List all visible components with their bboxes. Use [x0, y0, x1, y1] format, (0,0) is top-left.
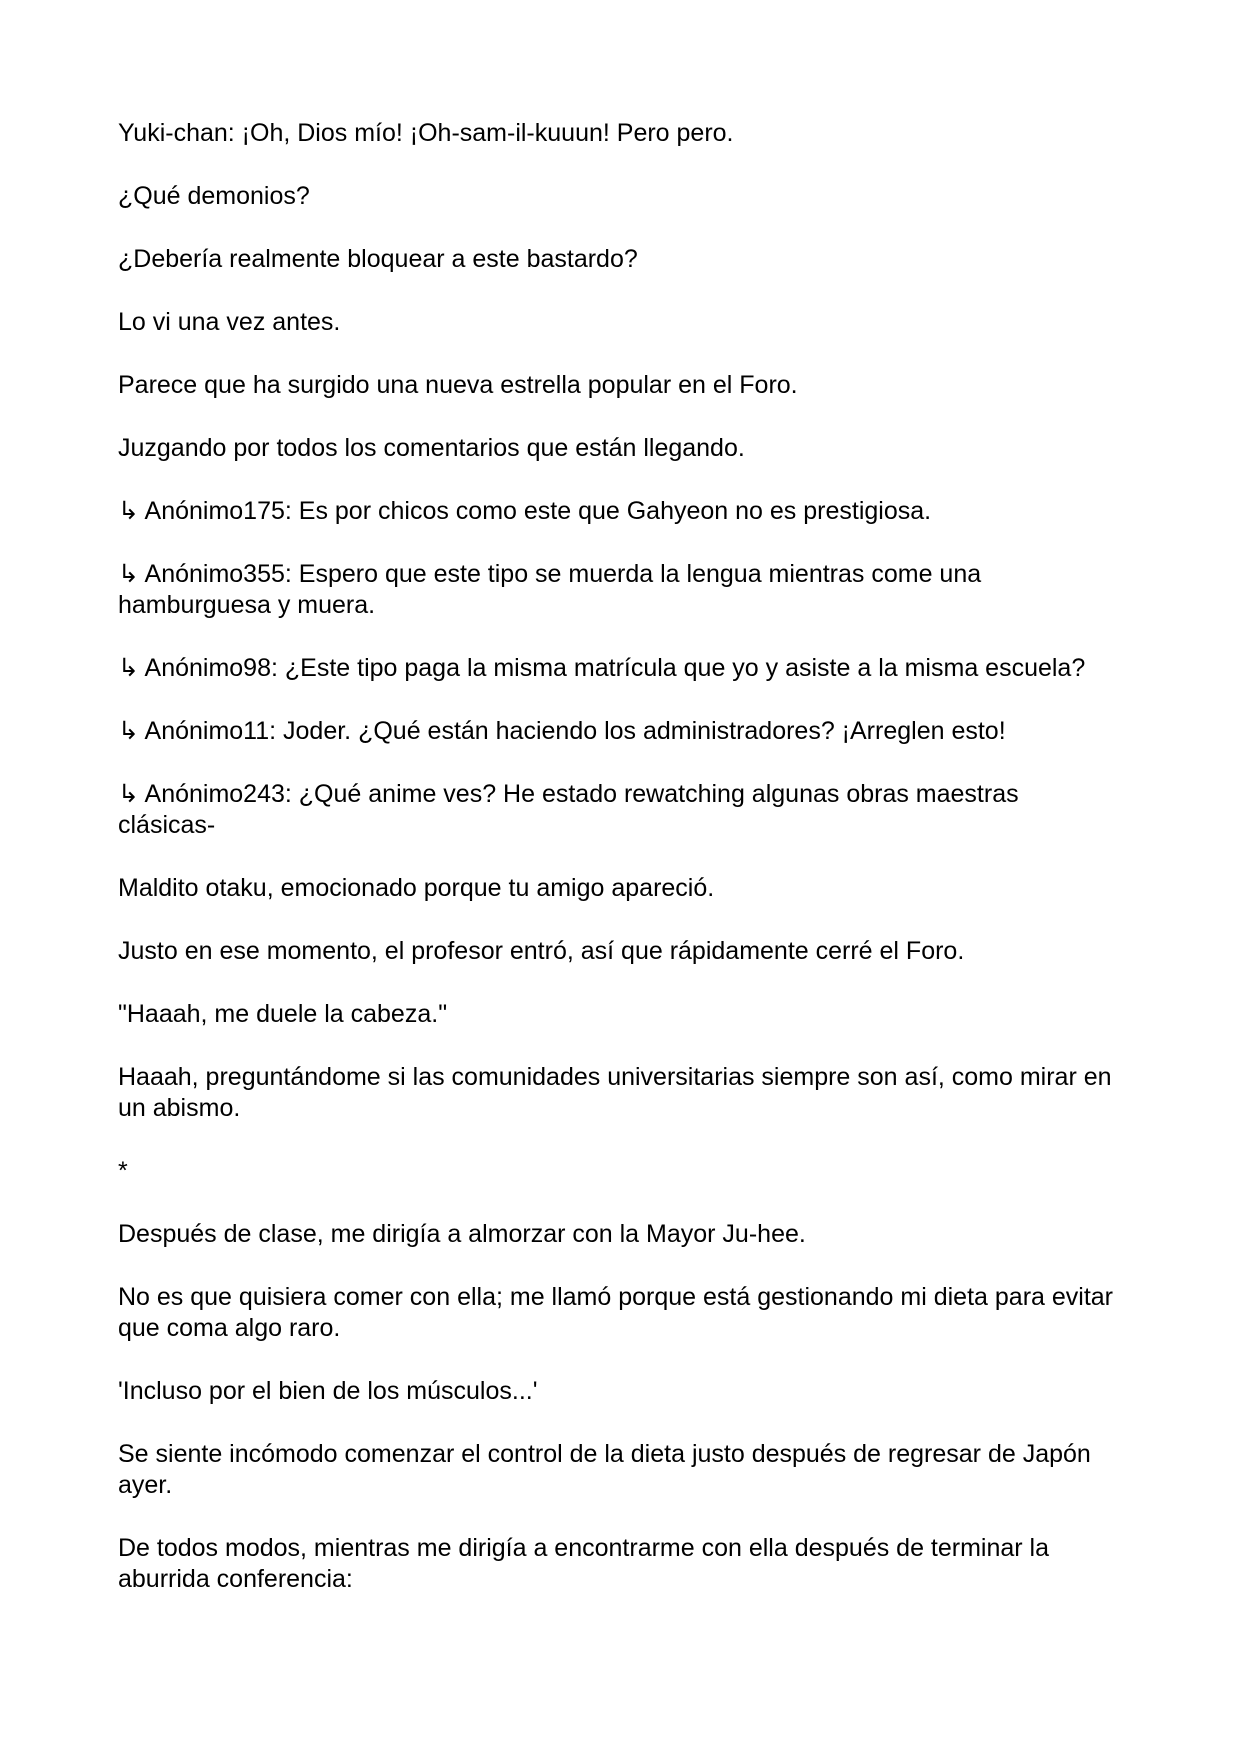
comment-line: ↳ Anónimo98: ¿Este tipo paga la misma matrícula que yo y asiste a la misma escuela? [118, 654, 1086, 682]
comment-line: ↳ Anónimo11: Joder. ¿Qué están haciendo los administradores? ¡Arreglen esto! [118, 717, 1006, 745]
comment-line: ↳ Anónimo175: Es por chicos como este que Gahyeon no es prestigiosa. [118, 497, 932, 525]
paragraph: Se siente incómodo comenzar el control de la dieta justo después de regresar de Japón ayer. [118, 1440, 1091, 1499]
paragraph: Maldito otaku, emocionado porque tu amigo apareció. [118, 874, 715, 902]
paragraph: Justo en ese momento, el profesor entró, así que rápidamente cerré el Foro. [118, 937, 965, 965]
paragraph: ¿Qué demonios? [118, 182, 310, 210]
document-body [118, 118, 1118, 1627]
paragraph: Juzgando por todos los comentarios que están llegando. [118, 434, 745, 462]
paragraph: Después de clase, me dirigía a almorzar con la Mayor Ju-hee. [118, 1220, 806, 1248]
paragraph: "Haaah, me duele la cabeza." [118, 1000, 448, 1028]
paragraph: ¿Debería realmente bloquear a este bastardo? [118, 245, 638, 273]
paragraph: Haaah, preguntándome si las comunidades universitarias siempre son así, como mirar en un abismo. [118, 1063, 1112, 1122]
paragraph: Yuki-chan: ¡Oh, Dios mío! ¡Oh-sam-il-kuuun! Pero pero. [118, 119, 734, 147]
paragraph: Parece que ha surgido una nueva estrella popular en el Foro. [118, 371, 798, 399]
paragraph: 'Incluso por el bien de los músculos...' [118, 1377, 538, 1405]
comment-line: ↳ Anónimo355: Espero que este tipo se muerda la lengua mientras come una hamburguesa y muera. [118, 560, 982, 619]
paragraph: De todos modos, mientras me dirigía a encontrarme con ella después de terminar la aburrida conferencia: [118, 1534, 1050, 1593]
paragraph: Lo vi una vez antes. [118, 308, 341, 336]
comment-line: ↳ Anónimo243: ¿Qué anime ves? He estado rewatching algunas obras maestras clásicas- [118, 780, 1019, 839]
paragraph: No es que quisiera comer con ella; me llamó porque está gestionando mi dieta para evitar que coma algo raro. [118, 1283, 1113, 1342]
scene-separator: * [118, 1157, 128, 1185]
